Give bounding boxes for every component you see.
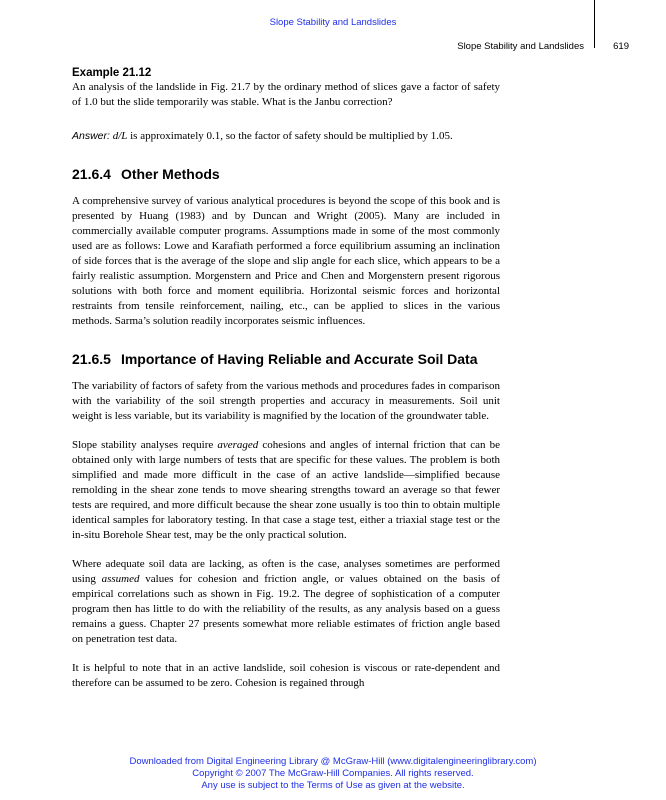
footer-terms[interactable]: Any use is subject to the Terms of Use as given at the website.: [201, 780, 465, 791]
example-heading: Example 21.12: [72, 67, 152, 79]
header-divider: [594, 0, 595, 48]
section-number: 21.6.5: [72, 351, 111, 367]
emphasis-assumed: assumed: [101, 573, 140, 585]
example-problem: [72, 80, 500, 110]
footer-download-link[interactable]: Downloaded from Digital Engineering Library @ McGraw-Hill (www.digitalengineeringlibrary.com): [129, 756, 537, 767]
example-line-1: An analysis of the landslide in Fig. 21.7 by the ordinary method of slices gave a factor of: [72, 81, 471, 93]
running-head: Slope Stability and Landslides: [457, 41, 584, 52]
paragraph-other-methods: A comprehensive survey of various analytical procedures is beyond the scope of this book and is presented by Huang (1983) and by Duncan and Wright (2005). Many are included in commercially available computer programs. Assumptions made in some of the most commonly used are as follows: Lowe and Karafiath performed a force equilibrium assuming an inclination of side forces that is the average of the slope and slip angle for each slice, which appears to be a fairly realistic assumption. Morgenstern and Price and Chen and Morgenstern present rigorous solutions with both force and moment equilibria. Horizontal seismic forces and horizontal restraints from tensile reinforcement, nailing, etc., can be applied to slices in the various methods. Sarma’s solution readily incorporates seismic influences.: [72, 195, 500, 327]
footer-copyright: Copyright © 2007 The McGraw-Hill Companies. All rights reserved.: [192, 768, 474, 779]
paragraph-variability: The variability of factors of safety from the various methods and procedures fades in comparison with the variability of the soil strength properties and accuracy in measurements. Soil unit weight is less variable, but its variability is magnified by the location of the groundwater table.: [72, 380, 500, 422]
page-number: 619: [613, 41, 629, 52]
text-run: Where adequate soil data are lacking, as often is the case, analyses sometimes are performed using: [72, 558, 500, 585]
answer-text: is approximately 0.1, so the factor of safety should be multiplied by 1.05.: [127, 130, 453, 142]
section-title: Other Methods: [120, 166, 220, 182]
emphasis-averaged: averaged: [217, 439, 259, 451]
example-line-2: safety of 1.0 but the slide temporarily was stable. What is the Janbu correction?: [72, 81, 501, 108]
page-body: [72, 66, 500, 691]
paragraph-cohesion: It is helpful to note that in an active landslide, soil cohesion is viscous or rate-dependent and therefore can be assumed to be zero. Cohesion is regained through: [72, 662, 500, 689]
top-link[interactable]: Slope Stability and Landslides: [269, 17, 397, 28]
example-answer: [72, 129, 500, 144]
answer-variable: d/L: [112, 130, 128, 142]
paragraph-assumed: [72, 557, 500, 647]
text-run: values for cohesion and friction angle, or values obtained on the basis of empirical correlations such as shown in Fig. 19.2. The degree of sophistication of a computer program then has little to do with the reliability of the results, as any analysis based on a guess remains a guess. Chapter 27 presents somewhat more reliable estimates of friction angle based on penetration test data.: [72, 573, 500, 645]
section-number: 21.6.4: [72, 166, 111, 182]
section-title: Importance of Having Reliable and Accurate Soil Data: [120, 351, 478, 367]
text-run: Slope stability analyses require: [72, 439, 218, 451]
section-heading-soil-data: [72, 349, 500, 369]
section-heading-other-methods: [72, 164, 500, 184]
answer-label: Answer:: [72, 130, 110, 142]
paragraph-averaged: [72, 438, 500, 543]
text-run: cohesions and angles of internal friction that can be obtained only with large numbers of tests that are specific for these values. The problem is both simplified and made more difficult in the case of an active landslide—simplified because remolding in the shear zone tends to move shearing strengths toward an average so that fewer tests are required, and more difficult because the shear zone usually is too thin to obtain multiple identical samples for laboratory testing. In that case a stage test, either a triaxial stage test or the in-situ Borehole Shear test, may be the only practical solution.: [72, 439, 500, 541]
